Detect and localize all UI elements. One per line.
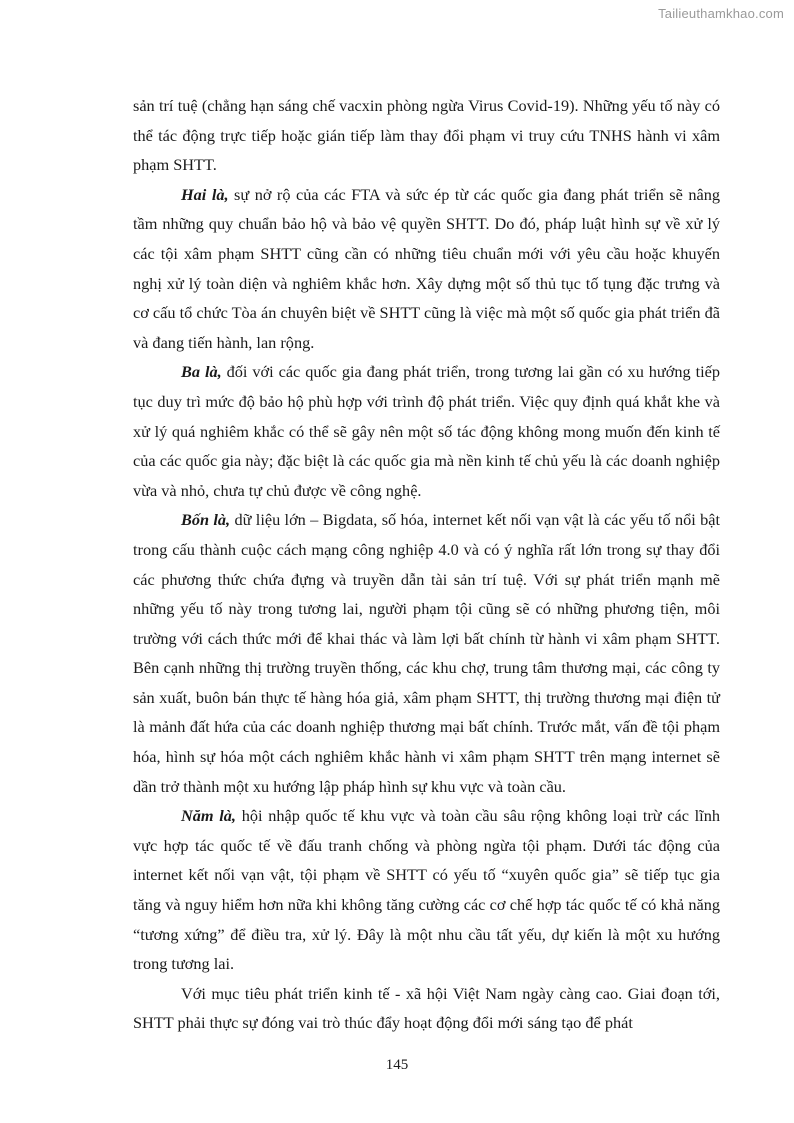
paragraph-2	[133, 180, 720, 358]
paragraph-6-text: Với mục tiêu phát triển kinh tế - xã hội Việt Nam ngày càng cao. Giai đoạn tới, SHTT phải thực sự đóng vai trò thúc đẩy hoạt động đổi mới sáng tạo để phát	[133, 983, 720, 1033]
paragraph-4-text: dữ liệu lớn – Bigdata, số hóa, internet kết nối vạn vật là các yếu tố nổi bật trong cấu thành cuộc cách mạng công nghiệp 4.0 và có ý nghĩa rất lớn trong sự thay đổi các phương thức chứa đựng và truyền dẫn tài sản trí tuệ. Với sự phát triển mạnh mẽ những yếu tố này trong tương lai, người phạm tội cũng sẽ có những phương tiện, môi trường với cách thức mới để khai thác và làm lợi bất chính từ hành vi xâm phạm SHTT. Bên cạnh những thị trường truyền thống, các khu chợ, trung tâm thương mại, các công ty sản xuất, buôn bán thực tế hàng hóa giả, xâm phạm SHTT, thị trường thương mại điện tử là mảnh đất hứa của các doanh nghiệp thương mại bất chính. Trước mắt, vấn đề tội phạm hóa, hình sự hóa một cách nghiêm khắc hành vi xâm phạm SHTT trên mạng internet sẽ dần trở thành một xu hướng lập pháp hình sự khu vực và toàn cầu.	[133, 510, 720, 796]
page-number: 145	[385, 1057, 409, 1073]
paragraph-1	[133, 91, 720, 180]
paragraph-5-lead: Năm là,	[181, 806, 236, 826]
paragraph-1-text: sản trí tuệ (chẳng hạn sáng chế vacxin phòng ngừa Virus Covid-19). Những yếu tố này có thể tác động trực tiếp hoặc gián tiếp làm thay đổi phạm vi truy cứu TNHS hành vi xâm phạm SHTT.	[133, 96, 720, 175]
watermark-text: Tailieuthamkhao.com	[658, 6, 784, 21]
document-body	[133, 91, 720, 1038]
paragraph-3-text: đối với các quốc gia đang phát triển, trong tương lai gần có xu hướng tiếp tục duy trì mức độ bảo hộ phù hợp với trình độ phát triển. Việc quy định quá khắt khe và xử lý quá nghiêm khắc có thể sẽ gây nên một số tác động không mong muốn đến kinh tế của các quốc gia này; đặc biệt là các quốc gia mà nền kinh tế chủ yếu là các doanh nghiệp vừa và nhỏ, chưa tự chủ được về công nghệ.	[133, 362, 720, 500]
paragraph-4-lead: Bốn là,	[181, 510, 231, 530]
paragraph-2-text: sự nở rộ của các FTA và sức ép từ các quốc gia đang phát triển sẽ nâng tầm những quy chuẩn bảo hộ và bảo vệ quyền SHTT. Do đó, pháp luật hình sự về xử lý các tội xâm phạm SHTT cũng cần có những tiêu chuẩn mới với yêu cầu hoặc khuyến nghị xử lý toàn diện và nghiêm khắc hơn. Xây dựng một số thủ tục tố tụng đặc trưng và cơ cấu tổ chức Tòa án chuyên biệt về SHTT cũng là việc mà một số quốc gia phát triển đã và đang tiến hành, lan rộng.	[133, 184, 721, 352]
paragraph-5	[133, 801, 720, 979]
paragraph-6	[133, 979, 720, 1038]
paragraph-2-lead: Hai là,	[181, 184, 229, 204]
paragraph-3-lead: Ba là,	[181, 362, 222, 382]
paragraph-4	[133, 505, 720, 801]
paragraph-3	[133, 357, 720, 505]
paragraph-5-text: hội nhập quốc tế khu vực và toàn cầu sâu rộng không loại trừ các lĩnh vực hợp tác quốc tế về đấu tranh chống và phòng ngừa tội phạm. Dưới tác động của internet kết nối vạn vật, tội phạm về SHTT có yếu tố “xuyên quốc gia” sẽ tiếp tục gia tăng và nguy hiểm hơn nữa khi không tăng cường các cơ chế hợp tác quốc tế có khả năng “tương xứng” để điều tra, xử lý. Đây là một nhu cầu tất yếu, dự kiến là một xu hướng trong tương lai.	[133, 806, 720, 974]
